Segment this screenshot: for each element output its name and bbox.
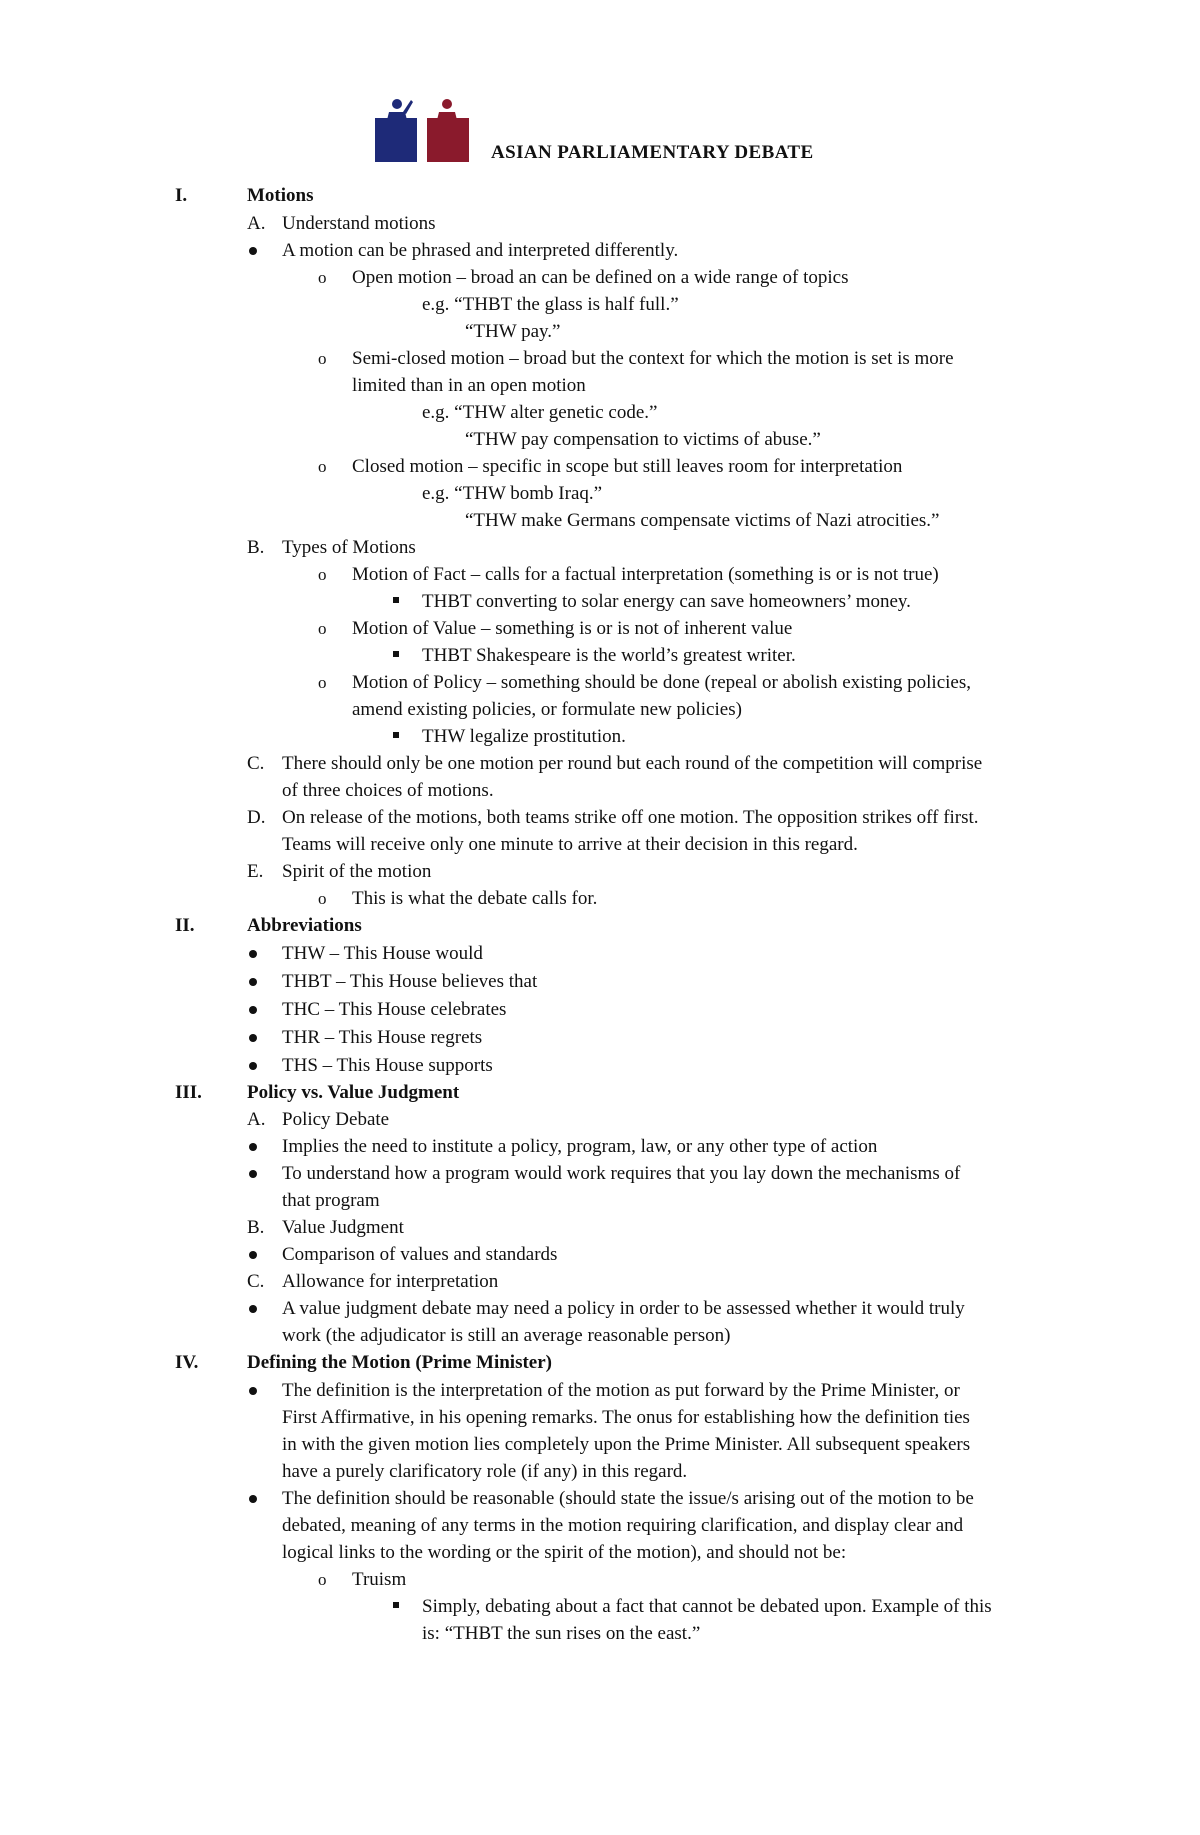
- square-bullet-icon: [393, 651, 399, 657]
- document-title: ASIAN PARLIAMENTARY DEBATE: [491, 142, 814, 163]
- circle-bullet-icon: o: [318, 619, 327, 638]
- bullet-icon: [249, 1387, 257, 1395]
- paragraph-line: The definition should be reasonable (should state the issue/s arising out of the motion to be: [282, 1488, 974, 1509]
- bullet-icon: [249, 247, 257, 255]
- paragraph-line: debated, meaning of any terms in the motion requiring clarification, and display clear and: [282, 1515, 964, 1536]
- list-item: Closed motion – specific in scope but still leaves room for interpretation: [352, 456, 903, 477]
- list-item: limited than in an open motion: [352, 375, 586, 396]
- list-marker: C.: [247, 1271, 265, 1292]
- circle-bullet-icon: o: [318, 889, 327, 908]
- example-text: “THW pay.”: [465, 321, 561, 342]
- list-item: Semi-closed motion – broad but the context for which the motion is set is more: [352, 348, 954, 369]
- header: [375, 90, 935, 170]
- bullet-icon: [249, 950, 257, 958]
- list-marker: A.: [247, 213, 266, 234]
- list-item: THBT – This House believes that: [282, 971, 538, 992]
- list-marker: A.: [247, 1109, 266, 1130]
- list-marker: D.: [247, 807, 266, 828]
- bullet-icon: [249, 1251, 257, 1259]
- bullet-icon: [249, 1495, 257, 1503]
- list-item: work (the adjudicator is still an average reasonable person): [282, 1325, 731, 1346]
- example-text: e.g. “THW alter genetic code.”: [422, 402, 658, 423]
- bullet-icon: [249, 1305, 257, 1313]
- list-item: Spirit of the motion: [282, 861, 432, 882]
- list-item: This is what the debate calls for.: [352, 888, 598, 909]
- list-item: Truism: [352, 1569, 407, 1590]
- list-marker: B.: [247, 1217, 265, 1238]
- example-text: e.g. “THBT the glass is half full.”: [422, 294, 679, 315]
- example-text: is: “THBT the sun rises on the east.”: [422, 1623, 701, 1644]
- circle-bullet-icon: o: [318, 565, 327, 584]
- list-item: Implies the need to institute a policy, program, law, or any other type of action: [282, 1136, 878, 1157]
- example-text: THBT converting to solar energy can save homeowners’ money.: [422, 591, 911, 612]
- section-title: Motions: [247, 185, 314, 206]
- list-item: Open motion – broad an can be defined on a wide range of topics: [352, 267, 849, 288]
- example-text: e.g. “THW bomb Iraq.”: [422, 483, 603, 504]
- section-title: Policy vs. Value Judgment: [247, 1082, 460, 1103]
- section-number: I.: [175, 185, 188, 206]
- section-title: Defining the Motion (Prime Minister): [247, 1352, 552, 1373]
- list-item: Allowance for interpretation: [282, 1271, 499, 1292]
- list-item: Policy Debate: [282, 1109, 390, 1130]
- example-text: THW legalize prostitution.: [422, 726, 626, 747]
- circle-bullet-icon: o: [318, 1570, 327, 1589]
- list-item: Motion of Fact – calls for a factual interpretation (something is or is not true): [352, 564, 939, 585]
- bullet-icon: [249, 1034, 257, 1042]
- list-marker: B.: [247, 537, 265, 558]
- bullet-icon: [249, 1143, 257, 1151]
- paragraph-line: The definition is the interpretation of the motion as put forward by the Prime Minister, or: [282, 1380, 960, 1401]
- section-number: II.: [175, 915, 195, 936]
- circle-bullet-icon: o: [318, 268, 327, 287]
- section-number: IV.: [175, 1352, 199, 1373]
- square-bullet-icon: [393, 1602, 399, 1608]
- list-item: On release of the motions, both teams strike off one motion. The opposition strikes off first.: [282, 807, 979, 828]
- list-item: of three choices of motions.: [282, 780, 494, 801]
- bullet-icon: [249, 1006, 257, 1014]
- circle-bullet-icon: o: [318, 457, 327, 476]
- bullet-icon: [249, 1062, 257, 1070]
- list-item: Motion of Policy – something should be done (repeal or abolish existing policies,: [352, 672, 971, 693]
- paragraph-line: logical links to the wording or the spirit of the motion), and should not be:: [282, 1542, 847, 1563]
- list-item: A motion can be phrased and interpreted differently.: [282, 240, 679, 261]
- circle-bullet-icon: o: [318, 673, 327, 692]
- list-item: Types of Motions: [282, 537, 416, 558]
- list-item: THW – This House would: [282, 943, 483, 964]
- bullet-icon: [249, 978, 257, 986]
- circle-bullet-icon: o: [318, 349, 327, 368]
- paragraph-line: have a purely clarificatory role (if any) in this regard.: [282, 1461, 688, 1482]
- list-item: To understand how a program would work requires that you lay down the mechanisms of: [282, 1163, 961, 1184]
- list-item: amend existing policies, or formulate new policies): [352, 699, 742, 720]
- list-item: THR – This House regrets: [282, 1027, 483, 1048]
- paragraph-line: in with the given motion lies completely upon the Prime Minister. All subsequent speakers: [282, 1434, 971, 1455]
- example-text: Simply, debating about a fact that cannot be debated upon. Example of this: [422, 1596, 992, 1617]
- list-marker: E.: [247, 861, 264, 882]
- list-item: Understand motions: [282, 213, 436, 234]
- section-number: III.: [175, 1082, 202, 1103]
- debate-podium-logo: [375, 90, 475, 162]
- list-item: Comparison of values and standards: [282, 1244, 558, 1265]
- list-marker: C.: [247, 753, 265, 774]
- bullet-icon: [249, 1170, 257, 1178]
- list-item: Teams will receive only one minute to arrive at their decision in this regard.: [282, 834, 858, 855]
- list-item: THS – This House supports: [282, 1055, 493, 1076]
- paragraph-line: First Affirmative, in his opening remarks. The onus for establishing how the definition ties: [282, 1407, 970, 1428]
- example-text: THBT Shakespeare is the world’s greatest writer.: [422, 645, 796, 666]
- example-text: “THW make Germans compensate victims of Nazi atrocities.”: [465, 510, 940, 531]
- square-bullet-icon: [393, 732, 399, 738]
- list-item: Motion of Value – something is or is not of inherent value: [352, 618, 793, 639]
- list-item: Value Judgment: [282, 1217, 404, 1238]
- example-text: “THW pay compensation to victims of abuse.”: [465, 429, 821, 450]
- square-bullet-icon: [393, 597, 399, 603]
- section-title: Abbreviations: [247, 915, 362, 936]
- list-item: that program: [282, 1190, 380, 1211]
- list-item: There should only be one motion per round but each round of the competition will comprise: [282, 753, 983, 774]
- list-item: THC – This House celebrates: [282, 999, 507, 1020]
- list-item: A value judgment debate may need a policy in order to be assessed whether it would truly: [282, 1298, 965, 1319]
